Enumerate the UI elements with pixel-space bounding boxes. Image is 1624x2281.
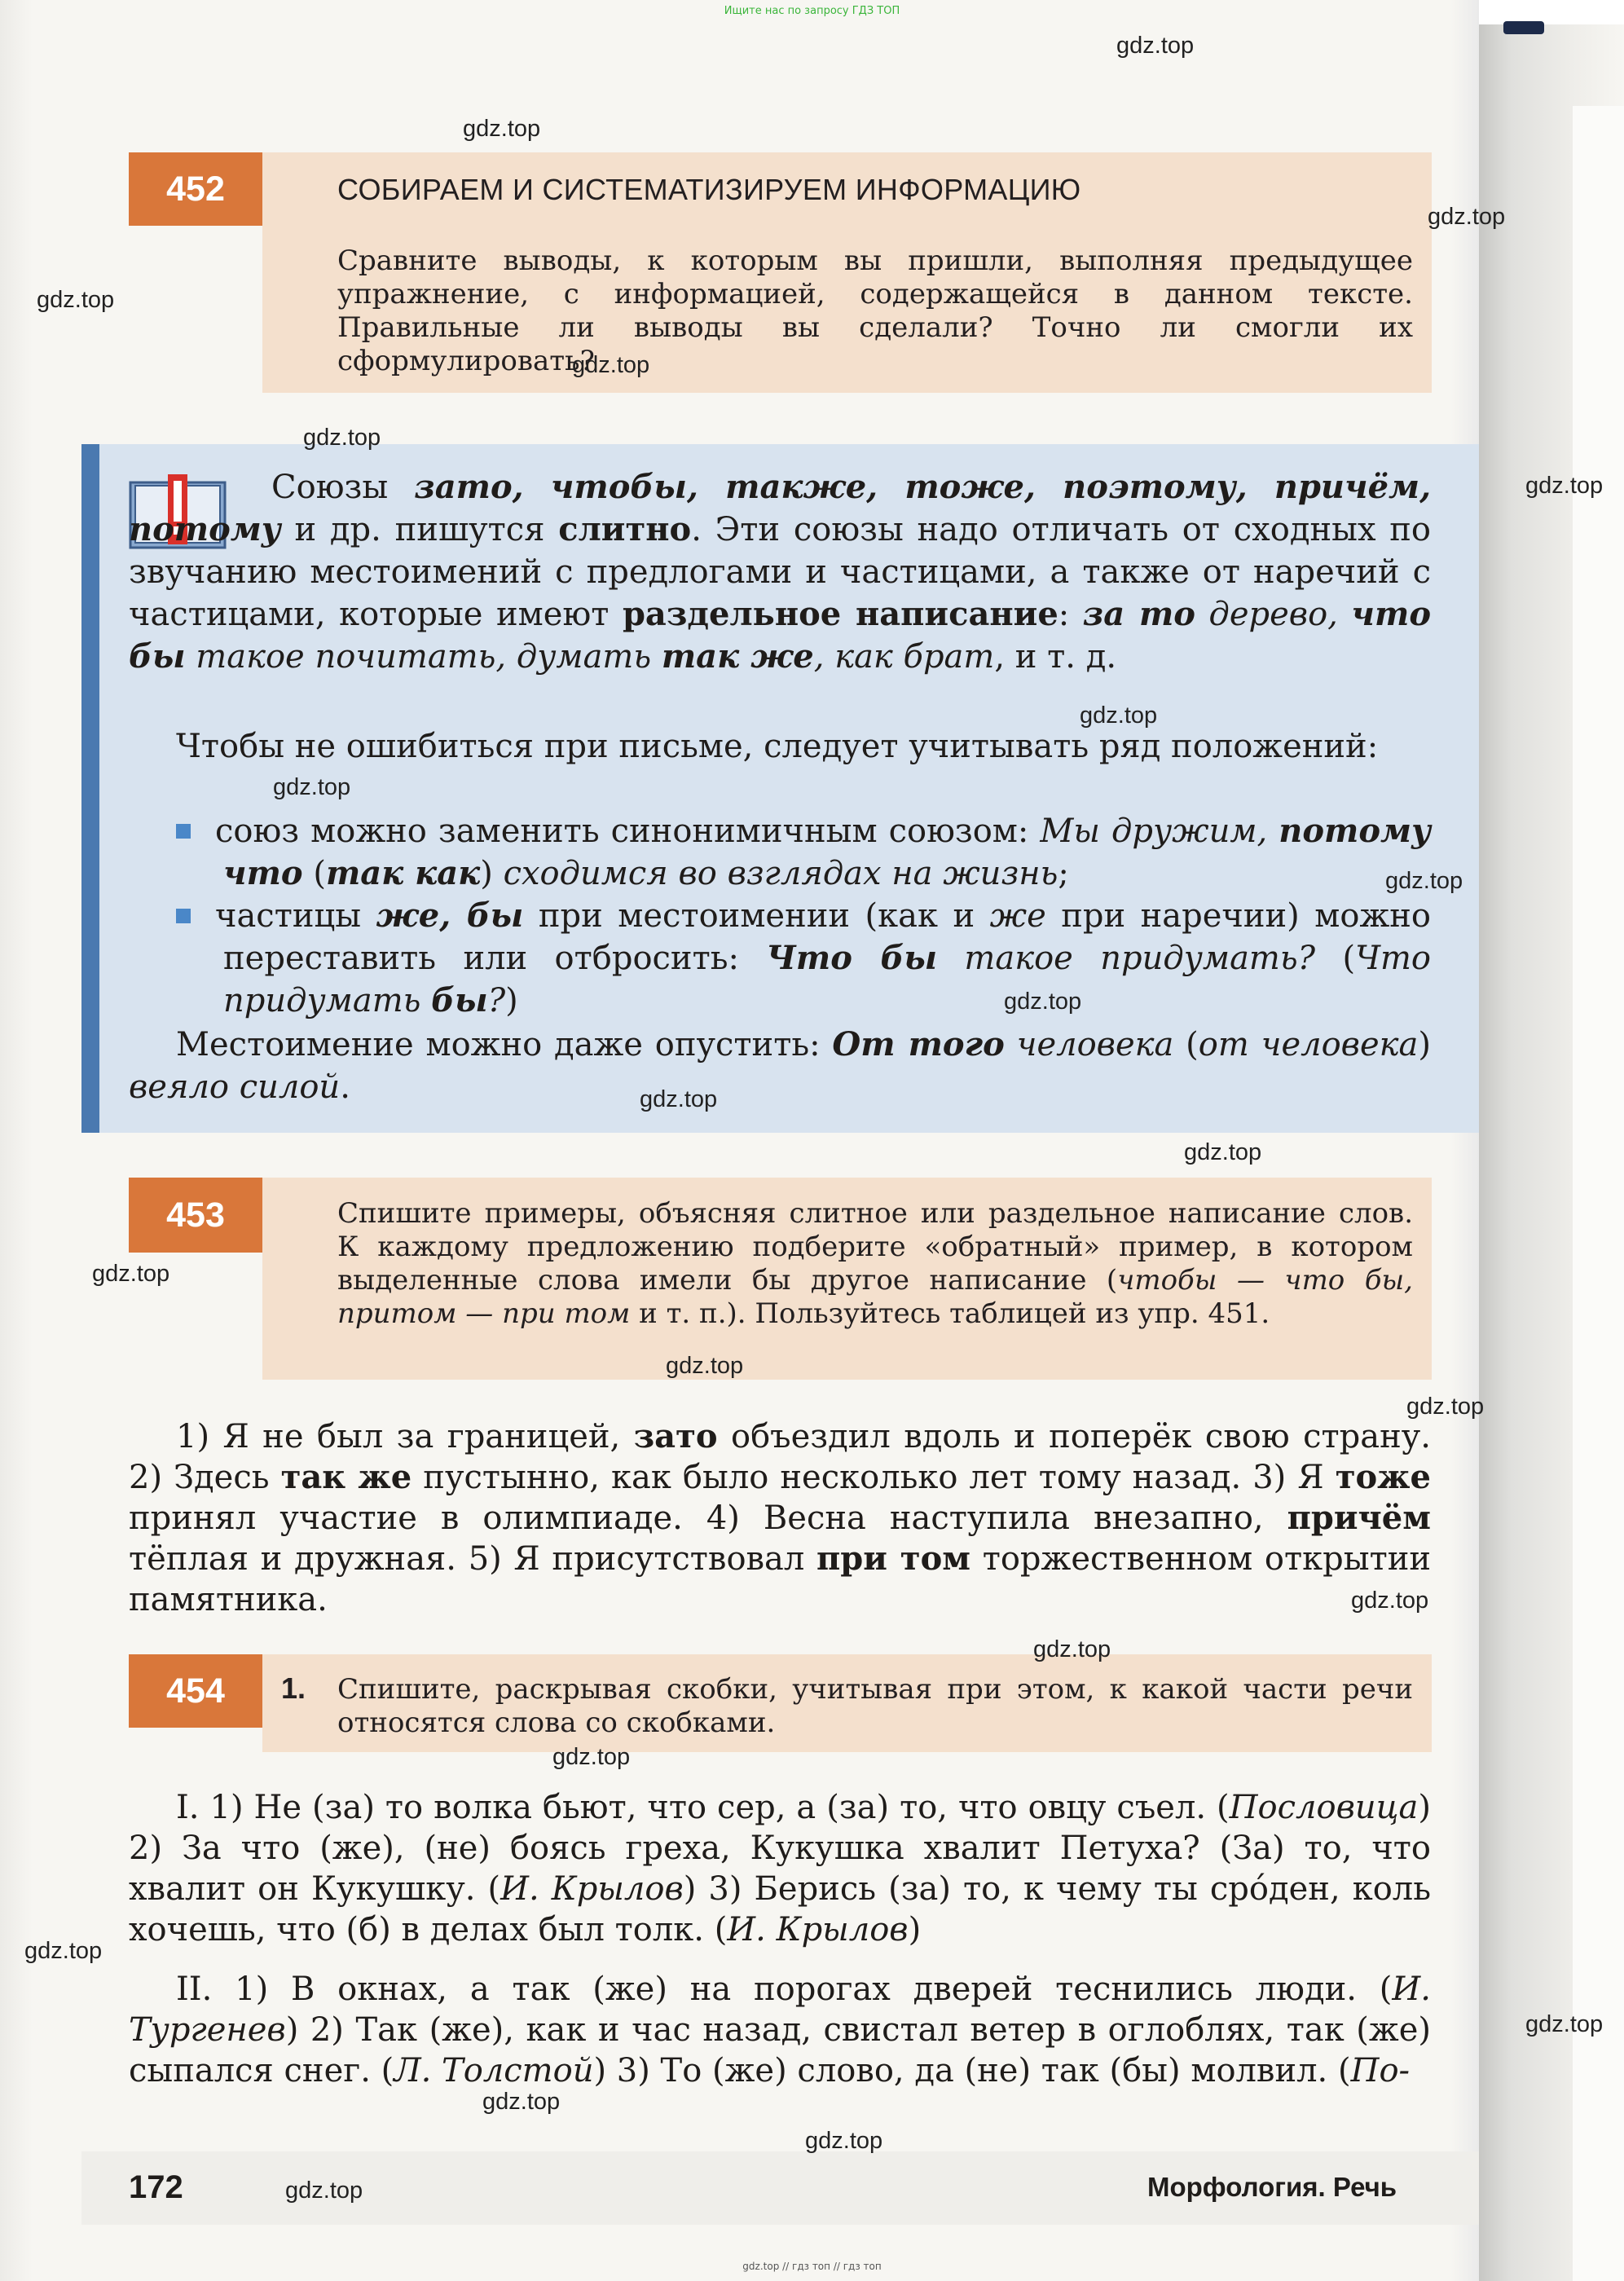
ex453-number: 453	[129, 1178, 262, 1253]
ex454-number: 454	[129, 1654, 262, 1728]
rule-bar	[81, 444, 99, 1133]
header-note[interactable]: Ищите нас по запросу ГДЗ ТОП	[724, 5, 900, 17]
watermark: gdz.top	[482, 2089, 561, 2115]
rule-paragraph-3: Местоимение можно даже опустить: От того человека (от человека) веяло силой.	[129, 1025, 1431, 1106]
section-title: Морфология. Речь	[1147, 2172, 1397, 2202]
bullet-square-icon	[176, 824, 191, 839]
watermark: gdz.top	[285, 2178, 363, 2204]
watermark: gdz.top	[1385, 868, 1463, 894]
watermark: gdz.top	[1351, 1587, 1429, 1614]
ex452-number: 452	[129, 152, 262, 226]
watermark: gdz.top	[1525, 473, 1604, 499]
watermark: gdz.top	[1406, 1394, 1485, 1420]
ex454-task: Спишите, раскрывая скобки, учитывая при этом, к какой части речи относятся слова со скобками.	[337, 1673, 1413, 1739]
ex453-text: 1) Я не был за границей, зато объездил вдоль и поперёк свою страну. 2) Здесь так же пустынно, как было несколько лет тому назад. 3) Я тоже принял участие в олимпиаде. 4) Весна наступила внезапно, причём тёплая и дружная. 5) Я присутствовал при том торжественном открытии памятника.	[129, 1417, 1432, 1618]
ex453-task: Спишите примеры, объясняя слитное или раздельное написание слов. К каждому предложению подберите «обратный» пример, в котором выделенные слова имели бы другое написание (чтобы — что бы, притом — при том и т. п.). Пользуйтесь таблицей из упр. 451.	[337, 1197, 1413, 1330]
ex452-task: Сравните выводы, к которым вы пришли, выполняя предыдущее упражнение, с информацией, содержащейся в данном тексте. Правильные ли выводы вы сделали? Точно ли смогли их сформулировать?	[337, 244, 1413, 377]
footer-note[interactable]: gdz.top // гдз топ // гдз топ	[742, 2261, 882, 2272]
watermark: gdz.top	[273, 774, 351, 800]
watermark: gdz.top	[24, 1938, 103, 1964]
watermark: gdz.top	[805, 2128, 883, 2154]
page-number: 172	[129, 2169, 183, 2205]
ex454-part1: I. 1) Не (за) то волка бьют, что сер, а (за) то, что овцу съел. (Пословица) 2) За что (же), (не) боясь греха, Кукушка хвалит Петуха? (За) то, что хвалит он Кукушку. (И. Крылов) 3) Берись (за) то, к чему ты сро́ден, коль хочешь, что (б) в делах был толк. (И. Крылов)	[129, 1789, 1431, 1949]
watermark: gdz.top	[463, 116, 541, 142]
watermark: gdz.top	[572, 352, 650, 378]
rule-bullet-1: союз можно заменить синонимичным союзом: Мы дружим, потому что (так как) сходимся во взглядах на жизнь;	[176, 810, 1431, 895]
ex454-item-number: 1.	[281, 1671, 306, 1705]
watermark: gdz.top	[1033, 1636, 1111, 1662]
watermark: gdz.top	[1080, 702, 1158, 729]
bullet-square-icon	[176, 909, 191, 923]
watermark: gdz.top	[37, 287, 115, 313]
watermark: gdz.top	[1525, 2011, 1604, 2037]
watermark: gdz.top	[1184, 1139, 1262, 1165]
watermark: gdz.top	[1428, 204, 1506, 230]
watermark: gdz.top	[1004, 989, 1082, 1015]
watermark: gdz.top	[92, 1261, 170, 1287]
watermark: gdz.top	[1116, 33, 1195, 59]
ex454-part2: II. 1) В окнах, а так (же) на порогах дверей теснились люди. (И. Тургенев) 2) Так (же), как и час назад, свистал ветер в оглоблях, так (же) сыпался снег. (Л. Толстой) 3) То (же) слово, да (не) так (бы) молвил. (По-	[129, 1971, 1431, 2089]
watermark: gdz.top	[640, 1086, 718, 1112]
ex452-title: СОБИРАЕМ И СИСТЕМАТИЗИРУЕМ ИНФОРМАЦИЮ	[337, 173, 1081, 206]
watermark: gdz.top	[666, 1353, 744, 1379]
rule-paragraph-1: Союзы зато, чтобы, также, тоже, поэтому, причём, потому и др. пишутся слитно. Эти союзы надо отличать от сходных по звучанию местоимений с предлогами и частицами, а также от наречий с частицами, которые имеют раздельное написание: за то дерево, что бы такое почитать, думать так же, как брат, и т. д.	[129, 468, 1432, 676]
watermark: gdz.top	[303, 425, 381, 451]
rule-paragraph-2: Чтобы не ошибиться при письме, следует учитывать ряд положений:	[176, 728, 1379, 765]
watermark: gdz.top	[552, 1744, 631, 1770]
next-page-edge	[1573, 106, 1624, 2281]
rule-bullet-2: частицы же, бы при местоимении (как и же при наречии) можно переставить или отбросить: Что бы такое придумать? (Что придумать бы?)	[176, 895, 1431, 1022]
spine-mark	[1503, 21, 1544, 34]
